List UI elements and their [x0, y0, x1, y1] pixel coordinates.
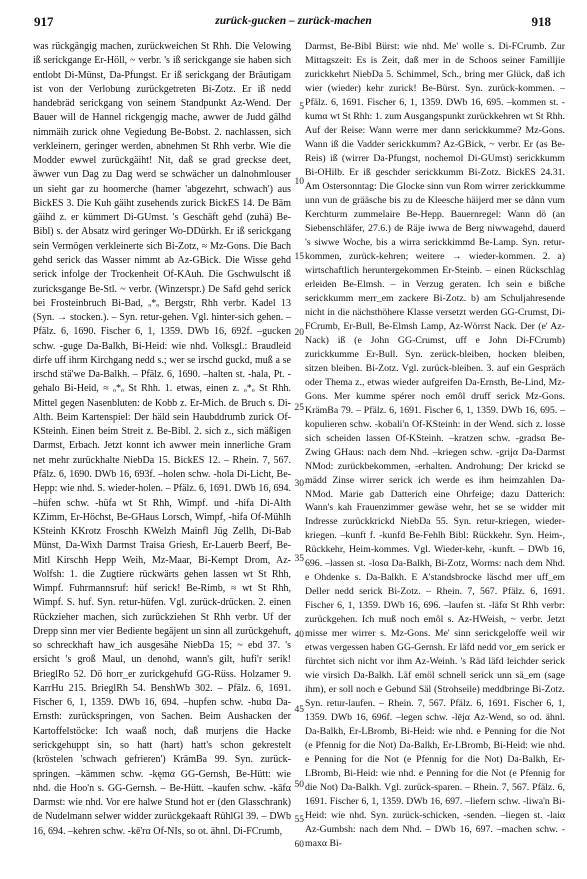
line-number: 15	[294, 252, 304, 262]
line-number: 20	[294, 328, 304, 338]
right-page-number: 918	[531, 14, 551, 29]
line-number: 35	[294, 554, 304, 564]
line-number: 25	[294, 403, 304, 413]
line-number: 60	[294, 840, 304, 850]
left-column-text: was rückgängig machen, zurückweichen St Rhh. Die Velowing iß serickgange Er-Höll, ~ verbr. 's iß serickgange sie haben sich entlobt Di-Münst, Da-Pfungst. Er iß serickgang der Bräutigam ist von der Verlobung zurückgetreten Bi-Zotz. Er iß nedd handebräd serickgang von seinem Standpunkt Az-Wend. Der Bauer will de Hannel rickgengig mache, awwer de Judd gälhd nimmäih zurick ohne Vegiedung Be-Bobst. 2. nachlassen, sich verkleinern, geringer werden, abnehmen St Rhh verbr. Wie die Modder ewwel zurückgäiht! Nit, daß se grad greckse deet, äwwer vun Dag zu Dag werd se schwächer un dalnohmlouser un sieht gar zu hoomerche (hamer 'abgezehrt, schwach') aus BickES 3. Die Kuh gäiht zusehends zurick BickES 14. De Bäm gäihd z. er kümmert Di-GUmst. 's Geschäft gehd (zuhä) Be-Bibl) s. der Absatz wird geringer Wo-DDürkh. Er iß serickgang sein Vermögen verkleinerte sich Bi-Zotz, ≈ Mz-Gons. Die Bach gehd serick das Wasser nimmt ab Az-GBick. Die Wisse gehd serick infolge der Trockenheit Of-KAuh. Die Gschwulscht iß zuricksgange Be-Stl. ~ verbr. (Winzerspr.) De Safd gehd serick bei Frosteinbruch Bi-Bad, ₒ*ₒ Bergstr, Rhh verbr. Kadel 13 (Syn. → stocken.). – Syn. retur-gehen. Vgl. hinter-sich gehen. – Pfälz. 6, 1690. Fischer 6, 1, 1359. DWb 16, 692f. –gucken schw. -guge Da-Balkh, Bi-Heid: wie nhd. Volksgl.: Braudleid dirfe uff ihrm Kirchgang nedd s.; wer se irschd guckd, muß a se irschd stä'we Da-Balkh. – Pfälz. 6, 1690. –halten st. -hala, Pt. -gehalo Bi-Heid, ≈ ₒ*ₒ St Rhh. 1. etwas, einen z. ₒ*ₒ St Rhh. Mittel gegen Nasenbluten: de Kobb z. Er-Mich. de Bruch s. Di-Alth. Beim Kartenspiel: Der häld sein Haubddrumb zurick Of-KSteinh. Einen beim Streit z. Be-Bibl. 2. sich z., sich mäßigen Darmst, Erbach. Jetzt konnt ich awwer mein innerliche Gram net mehr zurückhalte NiebDa 15. BickES 12. – Rhein. 7, 567. Pfälz. 6, 1690. DWb 16, 693f. –holen schw. -hola Di-Licht, Be-Hepp: wie nhd. S. wieder-holen. – Pfälz. 6, 1691. DWb 16, 694. –hüfen schw. -hüfa wt St Rhh, Wimpf. und -hifa Di-Alth KZimm, Er-Höchst, Be-GHaus Lorsch, Wimpf, -hifa Of-Mühlh KSteinh KKrotz Froschh KWelzh Mainfl Jüg Zellh, Di-Bab Münst, Da-Wixh Darmst Traisa Griesh, Er-Lauerb Beerf, Be-Mitl Kirschh Hepp Weih, Mz-Maar, Bi-Kempt Drom, Az-Wolfsh: 1. die Zugtiere rückwärts gehen lassen wt St Rhh, Wimpf. Fuhrmannsruf: hüf serick! Be-Rimb, ≈ wt St Rhh, Wimpf. S. huf. Syn. retur-hüfen. Vgl. zurück-drücken. 2. einen Rückzieher machen, sich zurückziehen St Rhh verbr. Uf der Drepp sinn mer vier Bediente begäjent un sinn all zurückgehuft, so schreckhaft haw_ich ausgesähe NiebDa 15; ~ ebd 37. 's ersicht 's groß Maul, un denohd, wann's gilt, hufi'r serik! BrieglRo 52. Dö horr_er zurickgehufd GG-Rüss. Holzamer 9. KarrHu 215. BrieglRh 54. BenshWb 302. – Pfälz. 6, 1691. Fischer 6, 1, 1359. DWb 16, 694. –hupfen schw. -hubα Da-Ernsth: zurückspringen, von Sachen. Beim Aushacken der Kartoffelstöcke: Ich waaß noch, daß murjens die Hacke serickgehuppt sin, so hatt (hart) hatt's schon gekrestelt (kröstelen 'schwach gefrieren') KrämBa 99. Syn. zurück-springen. –kämmen schw. -kęmα GG-Gernsh, Be-Hütt: wie nhd. die Hoo'n s. GG-Gernsh. – Be-Hütt. –kaufen schw. -kāfα Darmst: wie nhd. Vor ere halwe Stund hot er (den Glasschrank) de Nudelmann selwer widder zurückgekaaft RühlGl 39. – DWb 16, 694. –kehren schw. -kē'rα Of-NIs, so ot. ähnl. Di-FCrumb,	[33, 41, 291, 837]
line-number: 50	[294, 780, 304, 790]
right-column	[305, 40, 565, 851]
running-title: zurück-gucken – zurück-machen	[215, 15, 372, 27]
page-header	[0, 14, 587, 34]
line-number: 10	[294, 177, 304, 187]
right-column-text: Darmst, Be-Bibl Bürst: wie nhd. Me' wolle s. Di-FCrumb. Zur Mittagszeit: Es is Zeit, daß mer in de Schoos seiner Familljie zurickkehrt NiebDa 5. Schimmel, Sch., bring mer Glück, daß ich wier (wieder) kehr zurick! Be-Bürst. Syn. zurück-kommen. – Pfälz. 6, 1691. Fischer 6, 1, 1359. DWb 16, 695. –kommen st. -kumα wt St Rhh: 1. zum Ausgangspunkt zurückkehren wt St Rhh. Auf der Reise: Wann werre mer dann serickkumme? Mz-Gons. Wann iß die Vadder serickkumm? Az-GBick, ~ verbr. Er (as Be-Reis) iß (wirrer Da-Pfungst, nochemol Di-GUmst) serickkumm Bi-OHilb. Er iß geschder serickkumm Bi-Zotz. BickES 24.31. Am Ostersonntag: Die Glocke sinn vun Rom wirrer zerickkumme unn vun de grääsche bis zu de Kleesche häijerd mer se dånn vum Kerchturm zummelaire Be-Hepp. Bauernregel: Wann dö (an Siebenschläfer, 27.6.) de Räje iwwa de Berg niwwagehd, dauerd 's siwwe Woche, bis a wirra serickkimmd Be-Lamp. Syn. retur-kommen, zurück-kehren; weitere → wieder-kommen. 2. a) wirtschaftlich heruntergekommen Er-Steinb. – einen Rückschlag erleiden Be-Elmsh. – in Verzug geraten. Ich sein e bißche serickkumm merr_em zackere Bi-Zotz. b) am Schuljahresende nicht in die nächsthöhere Klasse versetzt werden GG-Crumst, Di-FCrumb, Er-Bull, Be-Elmsh Lamp, Az-Wörrst Nack. Der (e' Az-Nack) iß (e John GG-Crumst, uff e John Di-FCrumb) zurickkumme Er-Bull. Syn. zerück-bleiben, hocken bleiben, sitzen bleiben. Bi-Zotz. Vgl. zurück-bleiben. 3. auf ein Gespräch oder Thema z., etwas wieder aufgreifen Da-Ernsth, Be-Lind, Mz-Gons. Mer kumme spérer noch emôl druff serick Mz-Gons. KrämBa 79. – Pfälz. 6, 1691. Fischer 6, 1, 1359. DWb 16, 695. –kopulieren schw. -kobali'n Of-KSteinh: in der Wend. sich z. losse sich scheiden lassen Of-KSteinh. –kratzen schw. -gradsα Be-Zwing GHaus: nach dem Nhd. –kriegen schw. -grijα Da-Darmst NMod: zurückbekommen, -erhalten. Androhung: Der krickd se mädd Zinse wirrer serick ich werde es ihm heimzahlen Da-NMod. Marie gab Datterich eine Ohrfeige; dazu Datterich: Wann's kah Frauenzimmer gewäse wehr, het se se widder mit Indresse zurückkrickd NiebDa 55. Syn. retur-kriegen, wieder-kriegen. –kunft f. -kunfd Be-Fehlh Bibl: Rückkehr. Syn. Heim-, Rückkehr, Heim-kommes. Vgl. Wieder-kehr, -kunft. – DWb 16, 696. –lassen st. -losα Da-Balkh, Bi-Zotz, Worms: nach dem Nhd. e Ohdenke s. Da-Balkh. E A'standsbrocke läschd mer uff_em Deller nedd serick Bi-Zotz. – Rhein. 7, 567. Pfälz. 6, 1691. Fischer 6, 1, 1359. DWb 16, 696. –laufen st. -läfα St Rhh verbr: zurückgehen. Ich muß noch emôl s. Az-HWeish, ~ verbr. Jetzt misse mer wirrer s. Mz-Gons. Me' sinn serickgeloffe weil wir etwas vergessen haben GG-Gernsh. Er läfd nedd vor_em serick er fürchtet sich nicht vor ihm Az-Weinh. 's Räd läfd leichder serick wie virsich Da-Balkh. Läf emöl schnell serick unn sä_em (sage ihm), er soll noch e Gebund Säl (Strohseile) meddbringe Bi-Zotz. Syn. retur-laufen. – Rhein. 7, 567. Pfälz. 6, 1691. Fischer 6, 1, 1359. DWb 16, 696f. –legen schw. -lējα Az-Wend, so od. ähnl. Da-Balkh, Er-LBromb, Bi-Heid: wie nhd. e Penning for die Not (e Pfennig for die Not) Da-Balkh, Er-LBromb, Bi-Heid: wie nhd. e Penning for die Not (e Pfennig for die Not) Da-Balkh, Er-LBromb, Bi-Heid: wie nhd. e Penning for die Not (e Pfennig for die Not) Da-Balkh. Vgl. zurück-sparen. – Rhein. 7, 567. Pfälz. 6, 1691. Fischer 6, 1, 1359. DWb 16, 697. –liefern schw. -liwa'n Bi-Heid: wie nhd. Syn. zurück-schicken, -senden. –liegen st. -laiα Az-Gumbsh: nach dem Nhd. – DWb 16, 697. –machen schw. -maxα Bi-	[305, 41, 565, 850]
line-number: 30	[294, 479, 304, 489]
line-number: 40	[294, 630, 304, 640]
line-number: 45	[294, 705, 304, 715]
left-column	[33, 40, 291, 839]
line-number: 5	[299, 102, 304, 112]
left-page-number: 917	[34, 14, 54, 29]
line-number: 55	[294, 815, 304, 825]
